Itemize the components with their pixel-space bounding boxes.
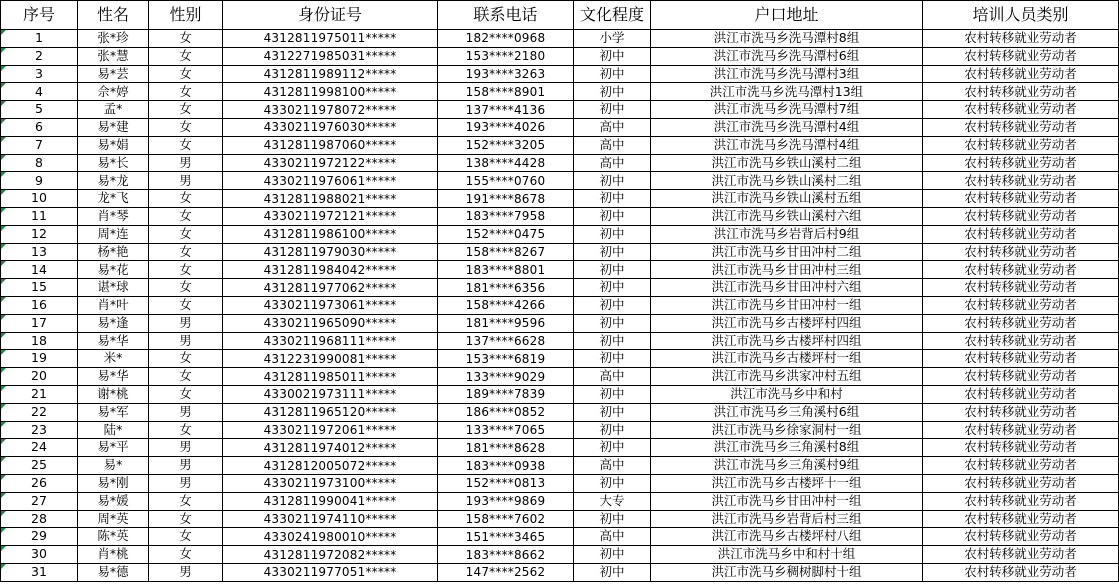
cell-education[interactable]: 小学 [574, 30, 651, 48]
table-row [1, 457, 1119, 475]
cell-address[interactable]: 洪江市洗马乡洪家冲村五组 [651, 368, 923, 386]
cell-education[interactable]: 初中 [574, 65, 651, 83]
header-id-number[interactable]: 身份证号 [223, 1, 438, 30]
cell-address[interactable]: 洪江市洗马乡甘田冲村三组 [651, 261, 923, 279]
cell-education[interactable]: 初中 [574, 101, 651, 119]
cell-category[interactable]: 农村转移就业劳动者 [923, 83, 1119, 101]
cell-gender[interactable]: 男 [149, 457, 223, 475]
cell-name[interactable]: 易*华 [78, 368, 149, 386]
cell-name[interactable]: 易*军 [78, 403, 149, 421]
table-row [1, 421, 1119, 439]
cell-category[interactable]: 农村转移就业劳动者 [923, 101, 1119, 119]
cell-category[interactable]: 农村转移就业劳动者 [923, 154, 1119, 172]
cell-education[interactable]: 高中 [574, 368, 651, 386]
cell-category[interactable]: 农村转移就业劳动者 [923, 350, 1119, 368]
cell-phone[interactable]: 147****2562 [438, 563, 574, 581]
cell-education[interactable]: 初中 [574, 243, 651, 261]
cell-gender[interactable]: 男 [149, 403, 223, 421]
cell-name[interactable]: 易*长 [78, 154, 149, 172]
cell-gender[interactable]: 女 [149, 528, 223, 546]
table-row [1, 474, 1119, 492]
cell-address[interactable]: 洪江市洗马乡甘田冲村一组 [651, 492, 923, 510]
cell-seq[interactable]: 7 [1, 136, 78, 154]
cell-phone[interactable]: 133****7065 [438, 421, 574, 439]
cell-education[interactable]: 初中 [574, 421, 651, 439]
cell-phone[interactable]: 151****3465 [438, 528, 574, 546]
cell-gender[interactable]: 男 [149, 314, 223, 332]
cell-education[interactable]: 初中 [574, 83, 651, 101]
cell-address[interactable]: 洪江市洗马乡甘田冲村二组 [651, 243, 923, 261]
cell-address[interactable]: 洪江市洗马乡中和村 [651, 385, 923, 403]
header-education[interactable]: 文化程度 [574, 1, 651, 30]
cell-gender[interactable]: 女 [149, 190, 223, 208]
cell-seq[interactable]: 15 [1, 279, 78, 297]
table-row [1, 47, 1119, 65]
cell-address[interactable]: 洪江市洗马乡铁山溪村二组 [651, 172, 923, 190]
cell-seq[interactable]: 29 [1, 528, 78, 546]
cell-gender[interactable]: 女 [149, 83, 223, 101]
cell-name[interactable]: 易*芸 [78, 65, 149, 83]
cell-name[interactable]: 周*英 [78, 510, 149, 528]
cell-phone[interactable]: 181****6356 [438, 279, 574, 297]
cell-seq[interactable]: 8 [1, 154, 78, 172]
cell-id-number[interactable]: 4330241980010***** [223, 528, 438, 546]
cell-category[interactable]: 农村转移就业劳动者 [923, 332, 1119, 350]
cell-education[interactable]: 初中 [574, 225, 651, 243]
cell-phone[interactable]: 186****0852 [438, 403, 574, 421]
cell-name[interactable]: 易*建 [78, 118, 149, 136]
cell-id-number[interactable]: 4330211972121***** [223, 207, 438, 225]
cell-name[interactable]: 易*刚 [78, 474, 149, 492]
cell-phone[interactable]: 181****8628 [438, 439, 574, 457]
cell-phone[interactable]: 193****9869 [438, 492, 574, 510]
table-row [1, 30, 1119, 48]
cell-id-number[interactable]: 4312811998100***** [223, 83, 438, 101]
cell-category[interactable]: 农村转移就业劳动者 [923, 528, 1119, 546]
cell-name[interactable]: 肖*叶 [78, 296, 149, 314]
cell-phone[interactable]: 158****8267 [438, 243, 574, 261]
cell-id-number[interactable]: 4312811984042***** [223, 261, 438, 279]
cell-name[interactable]: 佘*婷 [78, 83, 149, 101]
cell-phone[interactable]: 158****4266 [438, 296, 574, 314]
cell-category[interactable]: 农村转移就业劳动者 [923, 492, 1119, 510]
cell-gender[interactable]: 女 [149, 492, 223, 510]
cell-gender[interactable]: 男 [149, 474, 223, 492]
cell-phone[interactable]: 152****3205 [438, 136, 574, 154]
table-row [1, 190, 1119, 208]
cell-seq[interactable]: 4 [1, 83, 78, 101]
cell-id-number[interactable]: 4312812005072***** [223, 457, 438, 475]
cell-seq[interactable]: 17 [1, 314, 78, 332]
cell-education[interactable]: 高中 [574, 457, 651, 475]
cell-address[interactable]: 洪江市洗马乡铁山溪村二组 [651, 154, 923, 172]
cell-phone[interactable]: 137****4136 [438, 101, 574, 119]
cell-phone[interactable]: 137****6628 [438, 332, 574, 350]
cell-category[interactable]: 农村转移就业劳动者 [923, 474, 1119, 492]
cell-id-number[interactable]: 4312811989112***** [223, 65, 438, 83]
cell-name[interactable]: 肖*琴 [78, 207, 149, 225]
header-phone[interactable]: 联系电话 [438, 1, 574, 30]
table-row [1, 136, 1119, 154]
cell-category[interactable]: 农村转移就业劳动者 [923, 136, 1119, 154]
cell-address[interactable]: 洪江市洗马乡古楼坪村四组 [651, 332, 923, 350]
cell-category[interactable]: 农村转移就业劳动者 [923, 190, 1119, 208]
cell-id-number[interactable]: 4312811990041***** [223, 492, 438, 510]
cell-id-number[interactable]: 4312271985031***** [223, 47, 438, 65]
cell-id-number[interactable]: 4330211972122***** [223, 154, 438, 172]
cell-phone[interactable]: 153****6819 [438, 350, 574, 368]
cell-category[interactable]: 农村转移就业劳动者 [923, 457, 1119, 475]
cell-gender[interactable]: 女 [149, 510, 223, 528]
cell-name[interactable]: 米* [78, 350, 149, 368]
cell-address[interactable]: 洪江市洗马乡洗马潭村8组 [651, 30, 923, 48]
cell-category[interactable]: 农村转移就业劳动者 [923, 563, 1119, 581]
cell-category[interactable]: 农村转移就业劳动者 [923, 403, 1119, 421]
cell-category[interactable]: 农村转移就业劳动者 [923, 65, 1119, 83]
cell-education[interactable]: 初中 [574, 314, 651, 332]
cell-seq[interactable]: 14 [1, 261, 78, 279]
cell-education[interactable]: 初中 [574, 510, 651, 528]
cell-education[interactable]: 高中 [574, 154, 651, 172]
cell-education[interactable]: 初中 [574, 403, 651, 421]
cell-address[interactable]: 洪江市洗马乡铁山溪村五组 [651, 190, 923, 208]
cell-address[interactable]: 洪江市洗马乡岩背后村三组 [651, 510, 923, 528]
cell-phone[interactable]: 152****0813 [438, 474, 574, 492]
cell-id-number[interactable]: 4312811988021***** [223, 190, 438, 208]
cell-category[interactable]: 农村转移就业劳动者 [923, 172, 1119, 190]
table-row [1, 261, 1119, 279]
cell-phone[interactable]: 183****0938 [438, 457, 574, 475]
table-row [1, 403, 1119, 421]
cell-seq[interactable]: 1 [1, 30, 78, 48]
cell-gender[interactable]: 男 [149, 332, 223, 350]
cell-category[interactable]: 农村转移就业劳动者 [923, 279, 1119, 297]
cell-address[interactable]: 洪江市洗马乡徐家洞村一组 [651, 421, 923, 439]
cell-address[interactable]: 洪江市洗马乡古楼坪十一组 [651, 474, 923, 492]
table-row [1, 332, 1119, 350]
header-name[interactable]: 性名 [78, 1, 149, 30]
cell-gender[interactable]: 女 [149, 243, 223, 261]
cell-gender[interactable]: 女 [149, 546, 223, 564]
cell-name[interactable]: 易*媛 [78, 492, 149, 510]
cell-address[interactable]: 洪江市洗马乡洗马潭村13组 [651, 83, 923, 101]
table-row [1, 510, 1119, 528]
cell-seq[interactable]: 20 [1, 368, 78, 386]
cell-id-number[interactable]: 4312811974012***** [223, 439, 438, 457]
cell-education[interactable]: 初中 [574, 279, 651, 297]
table-row [1, 172, 1119, 190]
cell-phone[interactable]: 193****3263 [438, 65, 574, 83]
cell-id-number[interactable]: 4330211968111***** [223, 332, 438, 350]
table-row [1, 439, 1119, 457]
cell-seq[interactable]: 22 [1, 403, 78, 421]
cell-id-number[interactable]: 4330211973100***** [223, 474, 438, 492]
cell-id-number[interactable]: 4330211972061***** [223, 421, 438, 439]
cell-seq[interactable]: 31 [1, 563, 78, 581]
table-row [1, 83, 1119, 101]
cell-id-number[interactable]: 4312811986100***** [223, 225, 438, 243]
cell-address[interactable]: 洪江市洗马乡洗马潭村4组 [651, 136, 923, 154]
table-row [1, 225, 1119, 243]
cell-category[interactable]: 农村转移就业劳动者 [923, 30, 1119, 48]
cell-seq[interactable]: 25 [1, 457, 78, 475]
table-row [1, 207, 1119, 225]
cell-gender[interactable]: 男 [149, 439, 223, 457]
cell-gender[interactable]: 女 [149, 118, 223, 136]
cell-name[interactable]: 易*平 [78, 439, 149, 457]
cell-name[interactable]: 陈*英 [78, 528, 149, 546]
cell-category[interactable]: 农村转移就业劳动者 [923, 368, 1119, 386]
header-seq[interactable]: 序号 [1, 1, 78, 30]
cell-category[interactable]: 农村转移就业劳动者 [923, 546, 1119, 564]
cell-id-number[interactable]: 4330211973061***** [223, 296, 438, 314]
cell-address[interactable]: 洪江市洗马乡三角溪村9组 [651, 457, 923, 475]
cell-category[interactable]: 农村转移就业劳动者 [923, 314, 1119, 332]
cell-name[interactable]: 杨*艳 [78, 243, 149, 261]
cell-address[interactable]: 洪江市洗马乡甘田冲村一组 [651, 296, 923, 314]
cell-education[interactable]: 高中 [574, 528, 651, 546]
cell-phone[interactable]: 183****8662 [438, 546, 574, 564]
cell-education[interactable]: 高中 [574, 136, 651, 154]
cell-seq[interactable]: 23 [1, 421, 78, 439]
cell-id-number[interactable]: 4312811977062***** [223, 279, 438, 297]
cell-gender[interactable]: 男 [149, 563, 223, 581]
cell-address[interactable]: 洪江市洗马乡洗马潭村7组 [651, 101, 923, 119]
cell-seq[interactable]: 2 [1, 47, 78, 65]
cell-address[interactable]: 洪江市洗马乡三角溪村8组 [651, 439, 923, 457]
table-row [1, 243, 1119, 261]
cell-gender[interactable]: 女 [149, 101, 223, 119]
cell-education[interactable]: 高中 [574, 118, 651, 136]
cell-name[interactable]: 易*娟 [78, 136, 149, 154]
cell-category[interactable]: 农村转移就业劳动者 [923, 385, 1119, 403]
cell-gender[interactable]: 女 [149, 65, 223, 83]
cell-category[interactable]: 农村转移就业劳动者 [923, 421, 1119, 439]
cell-phone[interactable]: 158****7602 [438, 510, 574, 528]
table-row [1, 65, 1119, 83]
table-row [1, 154, 1119, 172]
cell-seq[interactable]: 5 [1, 101, 78, 119]
cell-education[interactable]: 初中 [574, 332, 651, 350]
cell-education[interactable]: 初中 [574, 261, 651, 279]
cell-category[interactable]: 农村转移就业劳动者 [923, 439, 1119, 457]
cell-category[interactable]: 农村转移就业劳动者 [923, 243, 1119, 261]
cell-address[interactable]: 洪江市洗马乡稠树脚村十组 [651, 563, 923, 581]
cell-name[interactable]: 陆* [78, 421, 149, 439]
cell-id-number[interactable]: 4312811985011***** [223, 368, 438, 386]
cell-name[interactable]: 周*连 [78, 225, 149, 243]
table-row [1, 546, 1119, 564]
cell-education[interactable]: 初中 [574, 385, 651, 403]
cell-id-number[interactable]: 4330211974110***** [223, 510, 438, 528]
cell-seq[interactable]: 30 [1, 546, 78, 564]
cell-phone[interactable]: 155****0760 [438, 172, 574, 190]
cell-id-number[interactable]: 4330211977051***** [223, 563, 438, 581]
cell-address[interactable]: 洪江市洗马乡古楼坪村八组 [651, 528, 923, 546]
cell-phone[interactable]: 138****4428 [438, 154, 574, 172]
cell-education[interactable]: 初中 [574, 190, 651, 208]
cell-phone[interactable]: 193****4026 [438, 118, 574, 136]
cell-category[interactable]: 农村转移就业劳动者 [923, 225, 1119, 243]
table-row [1, 296, 1119, 314]
cell-gender[interactable]: 女 [149, 350, 223, 368]
header-gender[interactable]: 性别 [149, 1, 223, 30]
cell-education[interactable]: 大专 [574, 492, 651, 510]
cell-phone[interactable]: 191****8678 [438, 190, 574, 208]
cell-education[interactable]: 初中 [574, 207, 651, 225]
cell-seq[interactable]: 3 [1, 65, 78, 83]
table-row [1, 563, 1119, 581]
cell-address[interactable]: 洪江市洗马乡三角溪村6组 [651, 403, 923, 421]
cell-gender[interactable]: 女 [149, 385, 223, 403]
cell-education[interactable]: 初中 [574, 439, 651, 457]
cell-name[interactable]: 张*珍 [78, 30, 149, 48]
cell-gender[interactable]: 男 [149, 154, 223, 172]
cell-gender[interactable]: 女 [149, 368, 223, 386]
cell-id-number[interactable]: 4330211976030***** [223, 118, 438, 136]
cell-gender[interactable]: 男 [149, 172, 223, 190]
cell-seq[interactable]: 28 [1, 510, 78, 528]
cell-name[interactable]: 易* [78, 457, 149, 475]
cell-gender[interactable]: 女 [149, 136, 223, 154]
cell-id-number[interactable]: 4330211965090***** [223, 314, 438, 332]
cell-name[interactable]: 易*花 [78, 261, 149, 279]
table-row [1, 118, 1119, 136]
cell-gender[interactable]: 女 [149, 225, 223, 243]
cell-id-number[interactable]: 4330211978072***** [223, 101, 438, 119]
cell-gender[interactable]: 女 [149, 279, 223, 297]
cell-id-number[interactable]: 4312811979030***** [223, 243, 438, 261]
cell-seq[interactable]: 26 [1, 474, 78, 492]
header-address[interactable]: 户口地址 [651, 1, 923, 30]
cell-category[interactable]: 农村转移就业劳动者 [923, 296, 1119, 314]
cell-address[interactable]: 洪江市洗马乡铁山溪村六组 [651, 207, 923, 225]
cell-seq[interactable]: 27 [1, 492, 78, 510]
cell-phone[interactable]: 189****7839 [438, 385, 574, 403]
cell-name[interactable]: 易*龙 [78, 172, 149, 190]
cell-gender[interactable]: 女 [149, 421, 223, 439]
cell-education[interactable]: 初中 [574, 350, 651, 368]
cell-id-number[interactable]: 4312811965120***** [223, 403, 438, 421]
cell-id-number[interactable]: 4312231990081***** [223, 350, 438, 368]
cell-seq[interactable]: 19 [1, 350, 78, 368]
cell-name[interactable]: 张*慧 [78, 47, 149, 65]
cell-name[interactable]: 龙*飞 [78, 190, 149, 208]
cell-phone[interactable]: 181****9596 [438, 314, 574, 332]
cell-category[interactable]: 农村转移就业劳动者 [923, 207, 1119, 225]
cell-name[interactable]: 孟* [78, 101, 149, 119]
cell-seq[interactable]: 24 [1, 439, 78, 457]
cell-phone[interactable]: 133****9029 [438, 368, 574, 386]
cell-phone[interactable]: 152****0475 [438, 225, 574, 243]
cell-seq[interactable]: 11 [1, 207, 78, 225]
table-row [1, 368, 1119, 386]
cell-id-number[interactable]: 4312811972082***** [223, 546, 438, 564]
cell-name[interactable]: 谌*球 [78, 279, 149, 297]
cell-category[interactable]: 农村转移就业劳动者 [923, 261, 1119, 279]
cell-name[interactable]: 易*逢 [78, 314, 149, 332]
header-row [1, 1, 1119, 30]
cell-category[interactable]: 农村转移就业劳动者 [923, 118, 1119, 136]
cell-category[interactable]: 农村转移就业劳动者 [923, 47, 1119, 65]
cell-seq[interactable]: 6 [1, 118, 78, 136]
cell-seq[interactable]: 21 [1, 385, 78, 403]
cell-address[interactable]: 洪江市洗马乡洗马潭村3组 [651, 65, 923, 83]
cell-seq[interactable]: 10 [1, 190, 78, 208]
cell-id-number[interactable]: 4330021973111***** [223, 385, 438, 403]
cell-education[interactable]: 初中 [574, 563, 651, 581]
cell-address[interactable]: 洪江市洗马乡甘田冲村六组 [651, 279, 923, 297]
cell-education[interactable]: 初中 [574, 47, 651, 65]
table-row [1, 350, 1119, 368]
table-row [1, 492, 1119, 510]
table-row [1, 528, 1119, 546]
cell-phone[interactable]: 183****7958 [438, 207, 574, 225]
cell-education[interactable]: 初中 [574, 172, 651, 190]
cell-address[interactable]: 洪江市洗马乡洗马潭村6组 [651, 47, 923, 65]
header-category[interactable]: 培训人员类别 [923, 1, 1119, 30]
table-row [1, 101, 1119, 119]
cell-address[interactable]: 洪江市洗马乡古楼坪村四组 [651, 314, 923, 332]
table-row [1, 385, 1119, 403]
cell-seq[interactable]: 9 [1, 172, 78, 190]
cell-gender[interactable]: 女 [149, 30, 223, 48]
cell-seq[interactable]: 12 [1, 225, 78, 243]
cell-phone[interactable]: 153****2180 [438, 47, 574, 65]
cell-address[interactable]: 洪江市洗马乡洗马潭村4组 [651, 118, 923, 136]
cell-seq[interactable]: 18 [1, 332, 78, 350]
cell-name[interactable]: 肖*桃 [78, 546, 149, 564]
cell-id-number[interactable]: 4312811975011***** [223, 30, 438, 48]
table-row [1, 314, 1119, 332]
cell-education[interactable]: 初中 [574, 296, 651, 314]
cell-seq[interactable]: 16 [1, 296, 78, 314]
cell-name[interactable]: 易*德 [78, 563, 149, 581]
cell-education[interactable]: 初中 [574, 474, 651, 492]
cell-gender[interactable]: 女 [149, 207, 223, 225]
cell-category[interactable]: 农村转移就业劳动者 [923, 510, 1119, 528]
cell-name[interactable]: 易*华 [78, 332, 149, 350]
cell-phone[interactable]: 182****0968 [438, 30, 574, 48]
cell-education[interactable]: 初中 [574, 546, 651, 564]
cell-gender[interactable]: 女 [149, 47, 223, 65]
cell-name[interactable]: 谢*桃 [78, 385, 149, 403]
cell-address[interactable]: 洪江市洗马乡中和村十组 [651, 546, 923, 564]
cell-phone[interactable]: 183****8801 [438, 261, 574, 279]
cell-phone[interactable]: 158****8901 [438, 83, 574, 101]
cell-address[interactable]: 洪江市洗马乡岩背后村9组 [651, 225, 923, 243]
cell-gender[interactable]: 女 [149, 296, 223, 314]
cell-id-number[interactable]: 4330211976061***** [223, 172, 438, 190]
cell-id-number[interactable]: 4312811987060***** [223, 136, 438, 154]
cell-gender[interactable]: 女 [149, 261, 223, 279]
cell-address[interactable]: 洪江市洗马乡古楼坪村一组 [651, 350, 923, 368]
table-row [1, 279, 1119, 297]
cell-seq[interactable]: 13 [1, 243, 78, 261]
